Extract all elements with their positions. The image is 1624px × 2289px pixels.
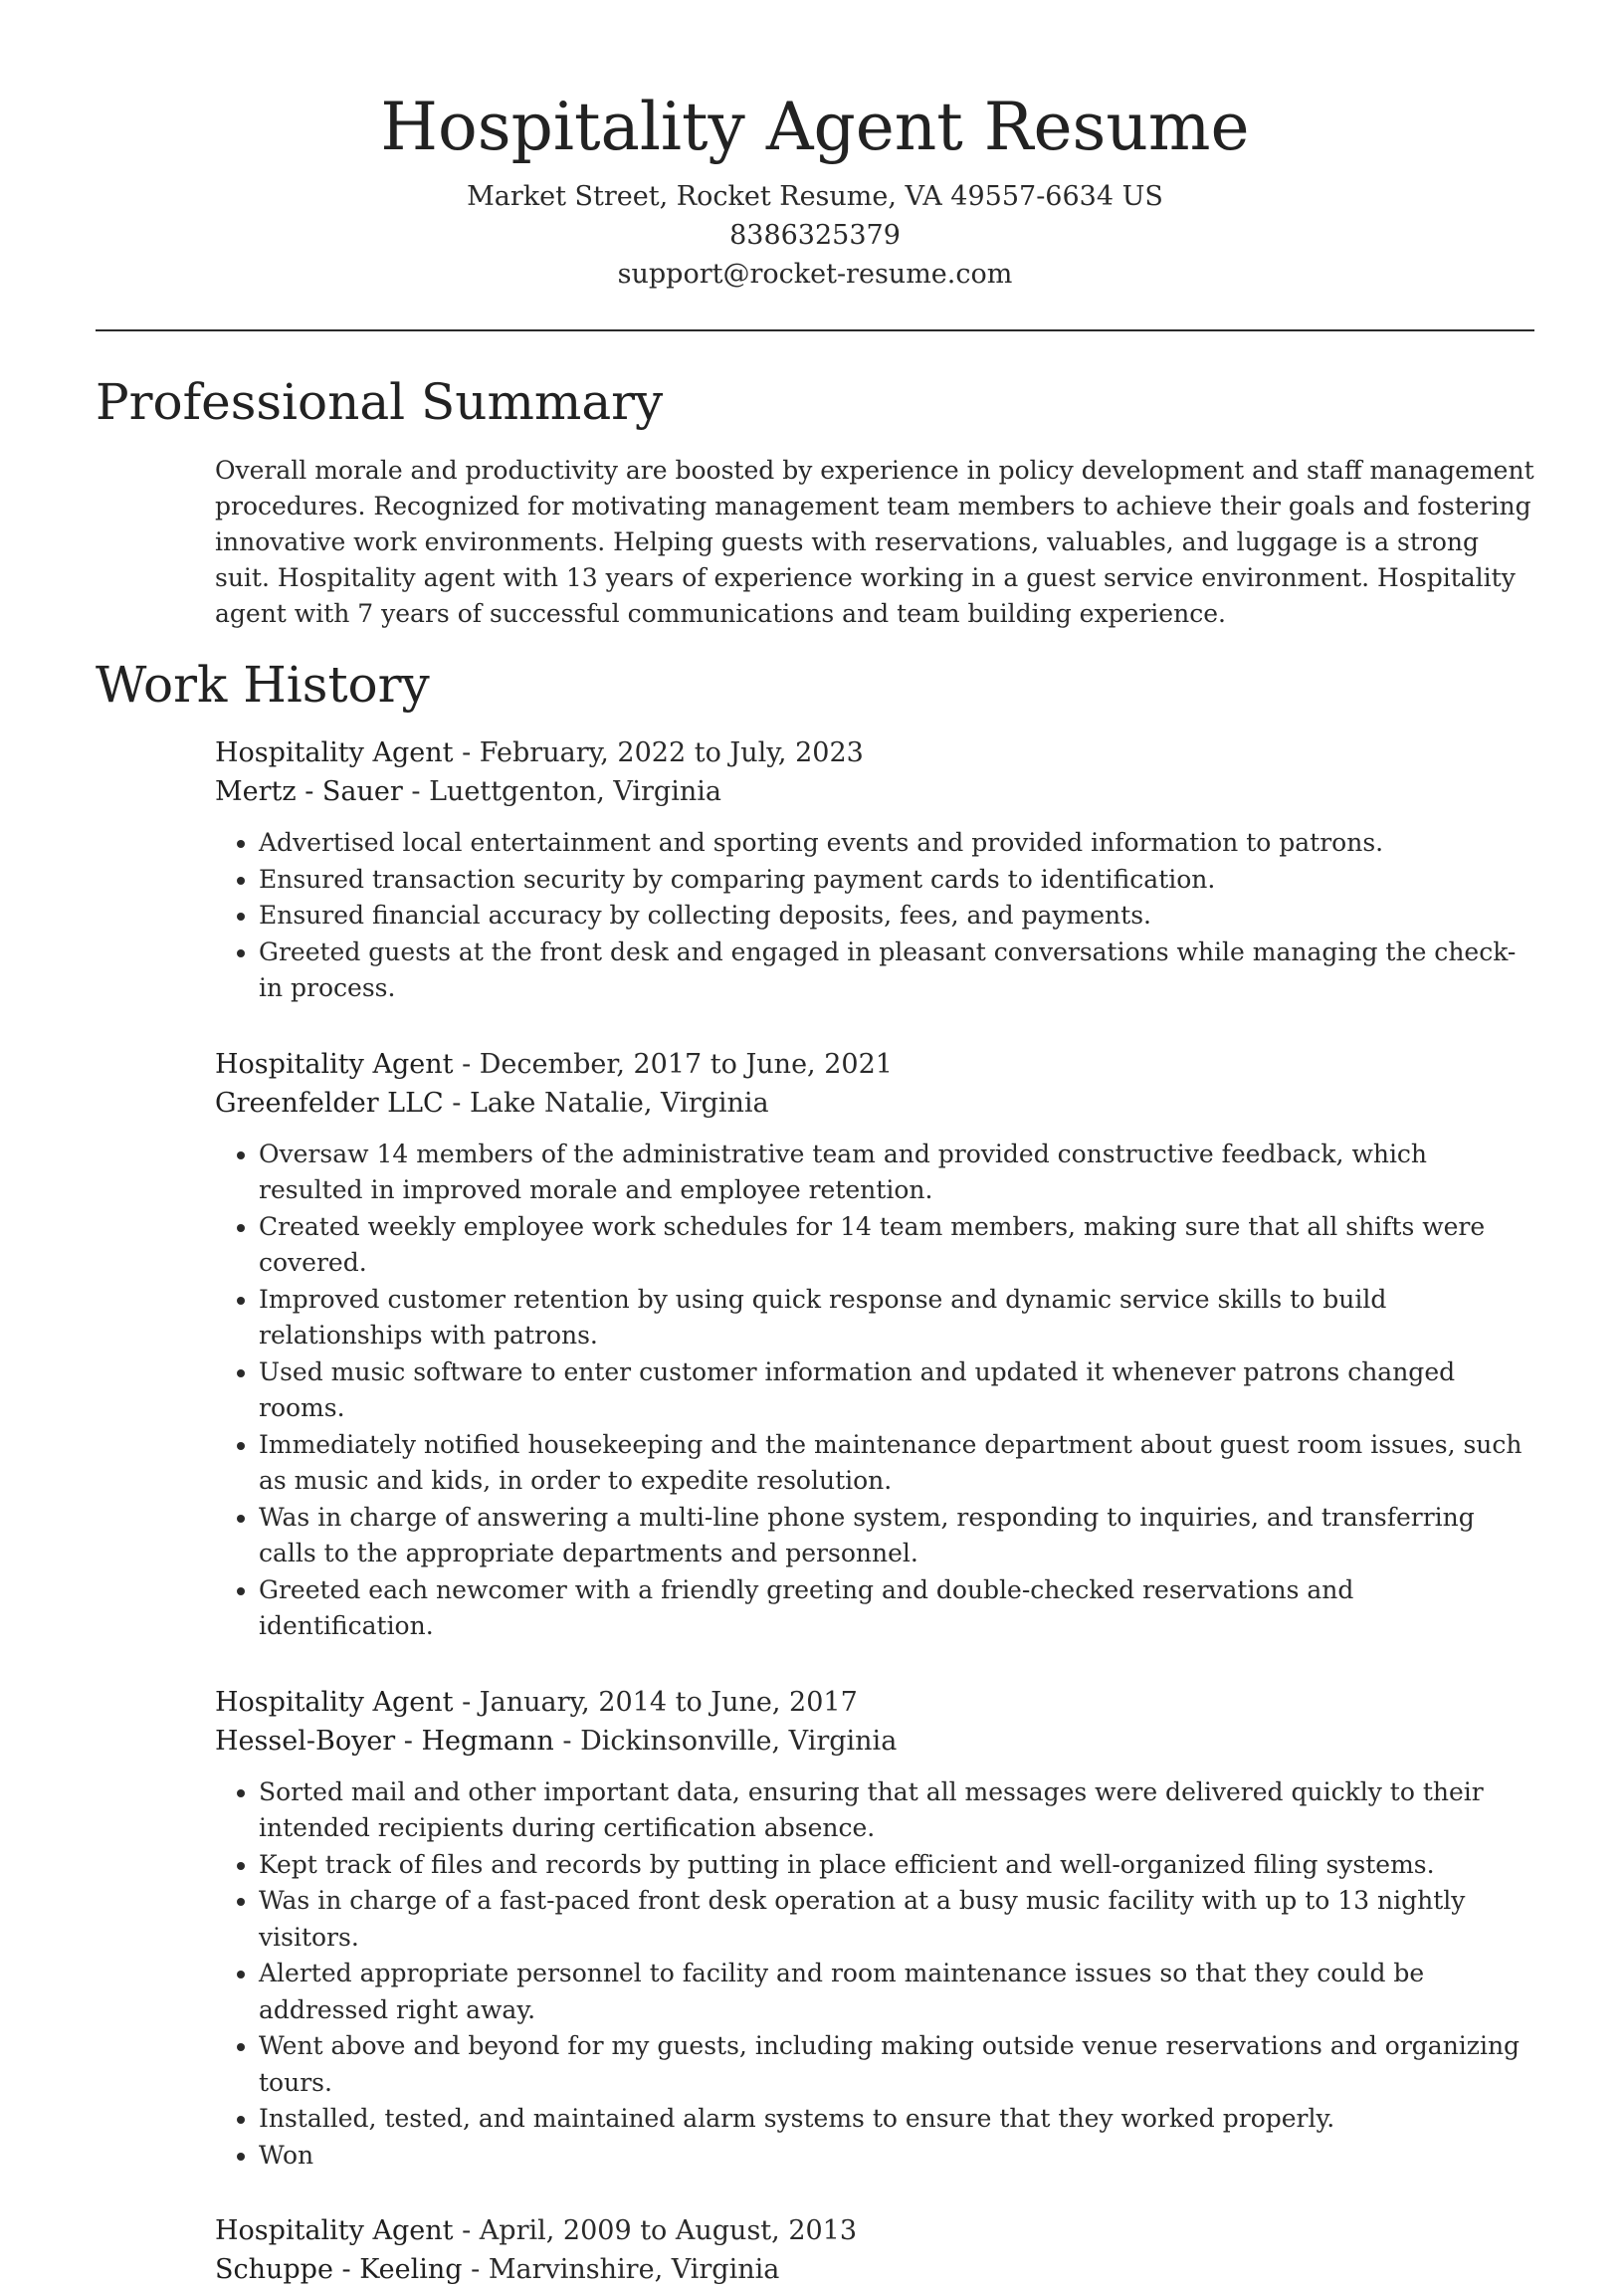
list-item: • Improved customer retention by using quick response and dynamic service skills to build relationships with patrons. (259, 1282, 1534, 1354)
job-entry (215, 1045, 1534, 1645)
job-title-line (215, 733, 1534, 772)
list-item: • Oversaw 14 members of the administrative team and provided constructive feedback, which resulted in improved morale and employee retention. (259, 1137, 1534, 1209)
job-dates: April, 2009 to August, 2013 (479, 2215, 858, 2246)
list-item: • Went above and beyond for my guests, including making outside venue reservations and organizing tours. (259, 2028, 1534, 2101)
job-title-line (215, 1045, 1534, 1084)
list-item: • Won (259, 2138, 1534, 2175)
header-divider (96, 329, 1534, 331)
work-history-heading: Work History (96, 656, 430, 714)
job-dates: January, 2014 to June, 2017 (479, 1686, 858, 1718)
job-company-line (215, 2250, 1534, 2289)
job-bullets (215, 825, 1534, 1007)
job-company-line (215, 1084, 1534, 1123)
job-company: Mertz - Sauer (215, 776, 403, 807)
list-item: • Installed, tested, and maintained alarm systems to ensure that they worked properly. (259, 2101, 1534, 2138)
separator: - (453, 737, 480, 768)
job-entry (215, 733, 1534, 1007)
summary-text: Overall morale and productivity are boosted by experience in policy development and staff management procedures. Recognized for motivating management team members to achieve their goals and fostering innovative work environments. Helping guests with reservations, valuables, and luggage is a strong suit. Hospitality agent with 13 years of experience working in a guest service environment. Hospitality agent with 7 years of successful communications and team building experience. (215, 456, 1534, 628)
job-company-line (215, 1722, 1534, 1761)
job-bullets (215, 1137, 1534, 1645)
list-item: • Kept track of files and records by putting in place efficient and well-organized filing systems. (259, 1847, 1534, 1884)
job-company: Schuppe - Keeling (215, 2254, 463, 2285)
separator: - (443, 1087, 470, 1119)
list-item: • Ensured transaction security by comparing payment cards to identification. (259, 862, 1534, 899)
list-item: • Greeted guests at the front desk and engaged in pleasant conversations while managing the check-in process. (259, 935, 1534, 1007)
separator: - (402, 776, 430, 807)
resume-title: Hospitality Agent Resume (380, 89, 1250, 165)
job-company: Hessel-Boyer - Hegmann (215, 1725, 554, 1757)
list-item: • Alerted appropriate personnel to facility and room maintenance issues so that they could be addressed right away. (259, 1956, 1534, 2028)
work-history-list (215, 733, 1534, 2289)
list-item: • Was in charge of answering a multi-line phone system, responding to inquiries, and transferring calls to the appropriate departments and personnel. (259, 1500, 1534, 1572)
job-role: Hospitality Agent (215, 1048, 454, 1080)
list-item: • Ensured financial accuracy by collecting deposits, fees, and payments. (259, 898, 1534, 935)
job-title-line (215, 2211, 1534, 2250)
job-role: Hospitality Agent (215, 737, 454, 768)
job-bullets (215, 1774, 1534, 2175)
resume-header (96, 0, 1534, 294)
separator: - (453, 2215, 480, 2246)
separator: - (553, 1725, 581, 1757)
job-company: Greenfelder LLC (215, 1087, 444, 1119)
resume-page (96, 0, 1534, 2289)
job-location: Lake Natalie, Virginia (470, 1087, 769, 1119)
address: Market Street, Rocket Resume, VA 49557-6634 US (467, 181, 1163, 212)
list-item: • Advertised local entertainment and sporting events and provided information to patrons. (259, 825, 1534, 862)
job-title-line (215, 1683, 1534, 1722)
list-item: • Used music software to enter customer information and updated it whenever patrons changed rooms. (259, 1354, 1534, 1427)
list-item: • Sorted mail and other important data, ensuring that all messages were delivered quickly to their intended recipients during certification absence. (259, 1774, 1534, 1847)
phone: 8386325379 (729, 220, 901, 251)
job-location: Marvinshire, Virginia (488, 2254, 780, 2285)
list-item: • Immediately notified housekeeping and the maintenance department about guest room issues, such as music and kids, in order to expedite resolution. (259, 1427, 1534, 1500)
job-role: Hospitality Agent (215, 1686, 454, 1718)
job-dates: February, 2022 to July, 2023 (479, 737, 864, 768)
separator: - (462, 2254, 489, 2285)
list-item: • Created weekly employee work schedules for 14 team members, making sure that all shifts were covered. (259, 1209, 1534, 1282)
separator: - (453, 1686, 480, 1718)
job-location: Dickinsonville, Virginia (580, 1725, 898, 1757)
list-item: • Was in charge of a fast-paced front desk operation at a busy music facility with up to 13 nightly visitors. (259, 1883, 1534, 1956)
list-item: • Greeted each newcomer with a friendly greeting and double-checked reservations and identification. (259, 1572, 1534, 1645)
contact-info (96, 177, 1534, 294)
job-role: Hospitality Agent (215, 2215, 454, 2246)
job-dates: December, 2017 to June, 2021 (479, 1048, 893, 1080)
job-entry (215, 2211, 1534, 2289)
job-company-line (215, 772, 1534, 811)
summary-heading: Professional Summary (96, 373, 664, 431)
job-location: Luettgenton, Virginia (429, 776, 721, 807)
separator: - (453, 1048, 480, 1080)
email: support@rocket-resume.com (617, 259, 1013, 290)
job-entry (215, 1683, 1534, 2175)
